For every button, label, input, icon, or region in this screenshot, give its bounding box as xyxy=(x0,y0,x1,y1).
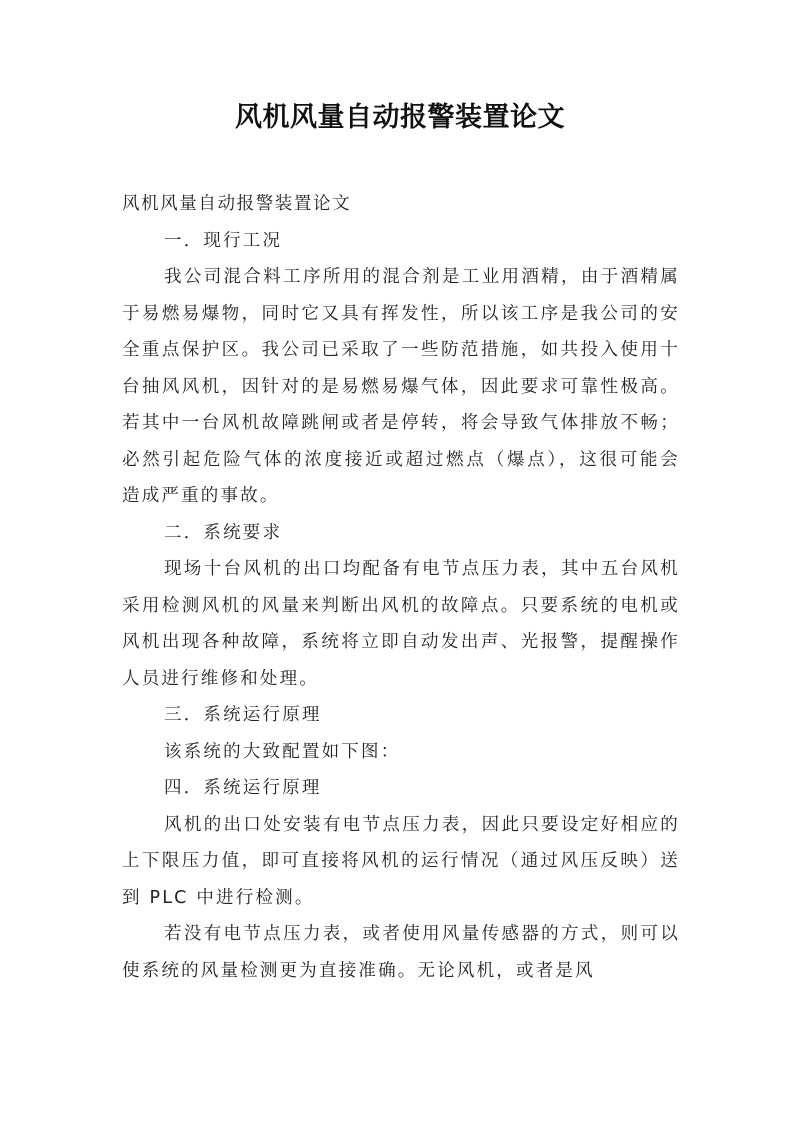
paragraph-current-conditions: 我公司混合料工序所用的混合剂是工业用酒精，由于酒精属于易燃易爆物，同时它又具有挥发性，所以该工序是我公司的安全重点保护区。我公司已采取了一些防范措施，如共投入使用十台抽风风机，因针对的是易燃易爆气体，因此要求可靠性极高。若其中一台风机故障跳闸或者是停转，将会导致气体排放不畅；必然引起危险气体的浓度接近或超过燃点（爆点），这很可能会造成严重的事故。 xyxy=(122,267,680,506)
paragraph-pressure-gauge: 风机的出口处安装有电节点压力表，因此只要设定好相应的上下限压力值，即可直接将风机的运行情况（通过风压反映）送到 PLC 中进行检测。 xyxy=(122,814,680,908)
paragraph-system-requirements: 现场十台风机的出口均配备有电节点压力表，其中五台风机采用检测风机的风量来判断出风机的故障点。只要系统的电机或风机出现各种故障，系统将立即自动发出声、光报警，提醒操作人员进行维修和处理。 xyxy=(122,559,680,689)
section-heading-operating-principle-3: 三．系统运行原理 xyxy=(164,705,322,725)
document-body xyxy=(122,186,680,989)
paragraph-configuration: 该系统的大致配置如下图： xyxy=(164,741,401,762)
section-heading-operating-principle-4: 四．系统运行原理 xyxy=(164,778,322,798)
document-title: 风机风量自动报警装置论文 xyxy=(235,102,565,133)
section-heading-current-conditions: 一．现行工况 xyxy=(164,230,283,251)
paragraph-airflow-sensor: 若没有电节点压力表，或者使用风量传感器的方式，则可以使系统的风量检测更为直接准确。无论风机，或者是风 xyxy=(122,924,680,981)
body-heading: 风机风量自动报警装置论文 xyxy=(122,194,352,214)
section-heading-system-requirements: 二．系统要求 xyxy=(164,522,283,543)
